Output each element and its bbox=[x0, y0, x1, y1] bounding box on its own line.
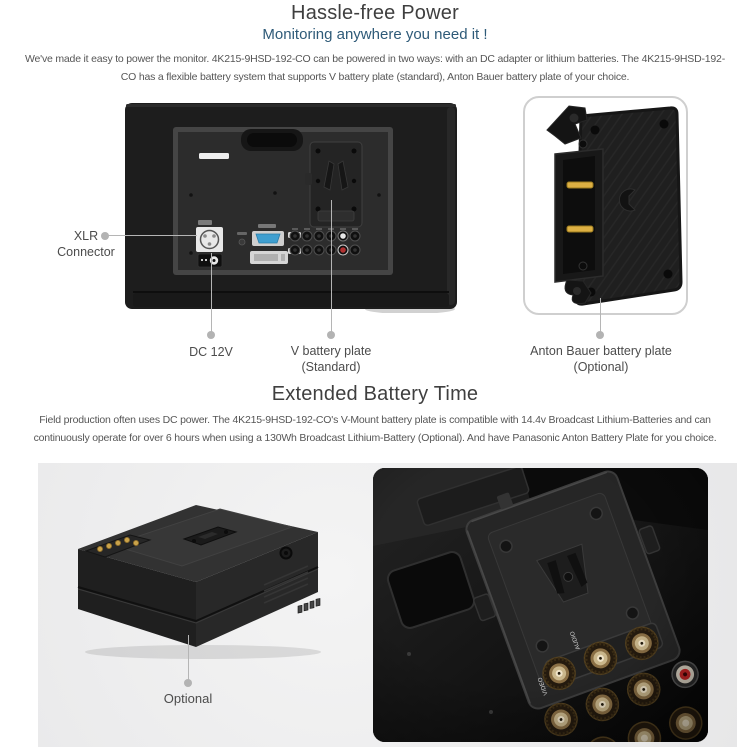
callout-dot bbox=[184, 679, 192, 687]
callout-dot bbox=[327, 331, 335, 339]
callout-line bbox=[331, 200, 332, 333]
v-mount-battery-image bbox=[68, 487, 328, 662]
callout-dot bbox=[596, 331, 604, 339]
callout-line bbox=[211, 253, 212, 333]
anton-plate-image bbox=[525, 98, 686, 313]
v-battery-plate-graphic bbox=[305, 142, 362, 227]
section1-subtitle: Monitoring anywhere you need it ! bbox=[262, 26, 488, 43]
callout-dot bbox=[207, 331, 215, 339]
callout-dot bbox=[101, 232, 109, 240]
plate-closeup-photo bbox=[373, 468, 708, 742]
bottom-image-band bbox=[38, 463, 737, 747]
callout-line bbox=[188, 635, 189, 680]
battery-optional-label: Optional bbox=[163, 691, 213, 706]
section1-paragraph: We've made it easy to power the monitor. 4K215-9HSD-192-CO can be powered in two ways: with an DC adapter or lithium batteries. The 4K215-9HSD-192-CO has a flexible battery system that supports V battery plate (standard), Anton Bauer battery plate of your choice. bbox=[25, 53, 725, 83]
callout-line bbox=[600, 298, 601, 332]
monitor-back-image bbox=[125, 103, 457, 313]
vplate-callout-label: V battery plate (Standard) bbox=[290, 344, 372, 374]
xlr-callout-label: XLR Connector bbox=[57, 229, 115, 259]
monitor-handle bbox=[241, 129, 303, 151]
callout-line bbox=[107, 235, 197, 236]
dvi-port bbox=[250, 251, 288, 264]
section2-title: Extended Battery Time bbox=[271, 383, 479, 405]
dc-port bbox=[198, 254, 222, 267]
section1-title: Hassle-free Power bbox=[291, 2, 459, 24]
section2-paragraph: Field production often uses DC power. The 4K215-9HSD-192-CO's V-Mount battery plate is compatible with 14.4v Broadcast Lithium-Batteries and can continuously operate for over 6 hours when using a 130Wh Broadcast Lithium-Battery (Optional). And have Panasonic Anton Battery Plate for you choice. bbox=[33, 414, 717, 444]
anton-callout-label: Anton Bauer battery plate (Optional) bbox=[530, 344, 672, 374]
dc-callout-label: DC 12V bbox=[189, 345, 233, 359]
monitor-sticker bbox=[199, 153, 229, 159]
anton-plate-card bbox=[523, 96, 688, 315]
